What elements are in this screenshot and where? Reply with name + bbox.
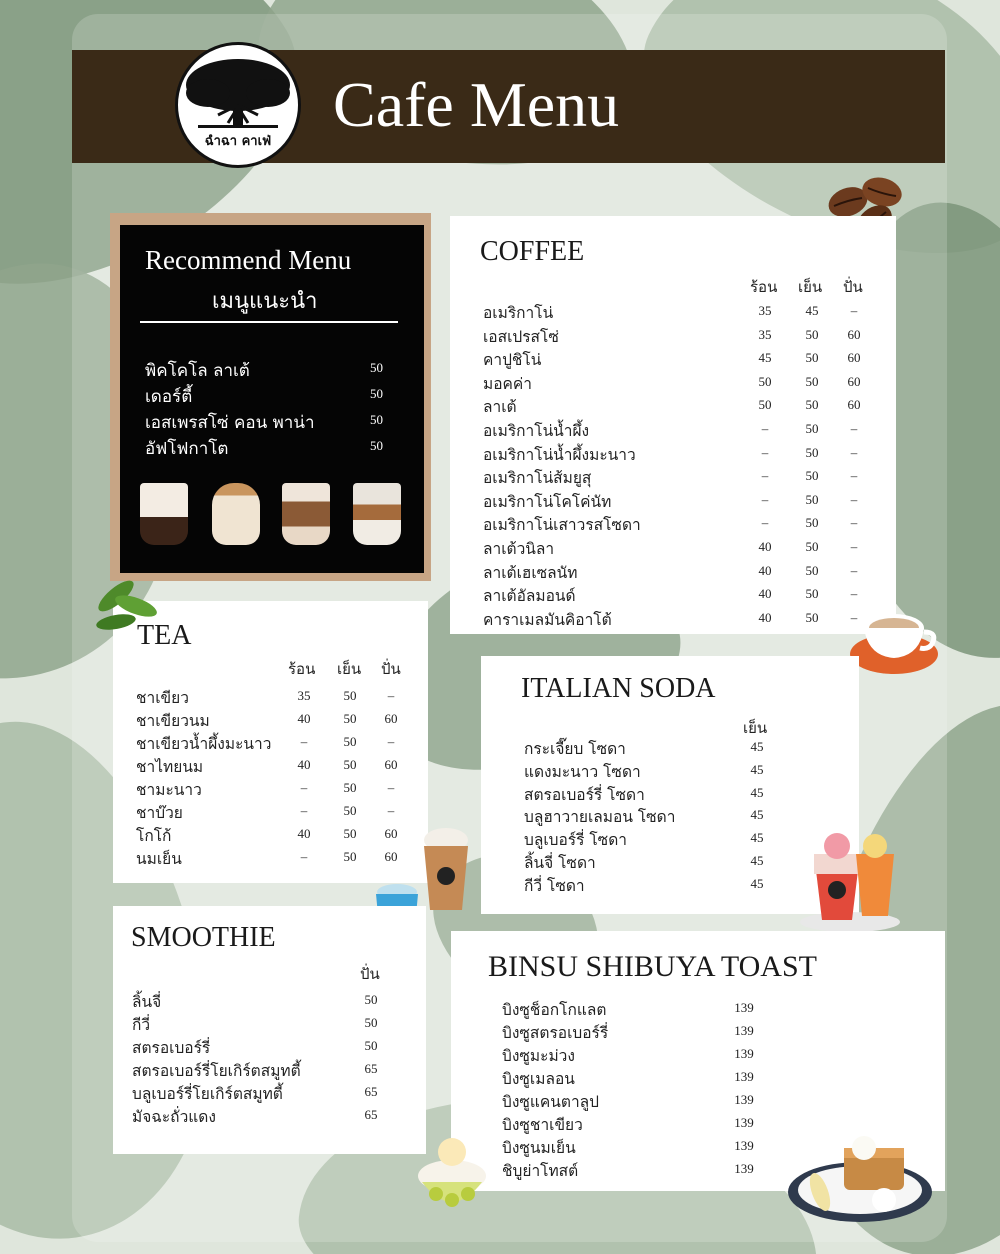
price-frappe: – — [850, 303, 858, 318]
price-iced: 50 — [805, 562, 819, 578]
item-name: นมเย็น — [136, 850, 182, 868]
header-frappe: ปั่น — [360, 965, 380, 983]
price-iced: 50 — [805, 515, 819, 531]
recommend-panel — [120, 225, 424, 573]
price-iced: 50 — [805, 539, 819, 554]
price-frappe: – — [850, 562, 858, 578]
item-price: 139 — [734, 1115, 754, 1130]
price-iced: 50 — [343, 780, 357, 795]
price-hot: 40 — [758, 539, 772, 554]
price-frappe: – — [850, 468, 858, 484]
price-frappe: – — [387, 803, 395, 818]
price-frappe: – — [850, 539, 858, 554]
price-iced: 50 — [805, 421, 819, 436]
item-name: ลาเต้ — [483, 398, 517, 417]
price-iced: 50 — [805, 444, 819, 460]
price-frappe: 60 — [384, 757, 398, 772]
price-iced: 50 — [343, 711, 357, 726]
price-hot: 40 — [758, 586, 772, 602]
item-name: เอสเปรสโซ่ — [483, 327, 559, 346]
recommend-item — [145, 435, 395, 459]
cappuccino-icon — [848, 598, 943, 678]
item-name: บลูฮาวายเลมอน โซดา — [524, 808, 676, 827]
item-name: ลาเต้วนิลา — [483, 540, 555, 558]
item-price: 45 — [750, 761, 764, 777]
item-name: สตรอเบอร์รี่โยเกิร์ตสมูทตี้ — [132, 1062, 301, 1080]
item-price: 45 — [750, 739, 764, 754]
item-name: เอสเพรสโซ่ คอน พาน่า — [145, 413, 315, 433]
item-name: ชิบูย่าโทสต์ — [502, 1162, 579, 1180]
item-name: คาราเมลมันคิอาโต้ — [483, 610, 612, 629]
price-hot: – — [761, 468, 769, 484]
price-frappe: 60 — [847, 326, 861, 342]
price-hot: 50 — [758, 373, 772, 389]
item-name: บิงซูสตรอเบอร์รี่ — [502, 1024, 609, 1042]
bingsu-icon — [414, 1132, 490, 1214]
header-hot: ร้อน — [750, 278, 778, 296]
logo-text: ฉำฉา คาเฟ่ — [204, 134, 272, 149]
shibuya-toast-icon — [786, 1130, 936, 1226]
item-name: อเมริกาโน่ส้มยูสุ — [483, 469, 592, 488]
item-name: บิงซูชาเขียว — [502, 1116, 583, 1134]
price-hot: 40 — [758, 609, 772, 625]
price-iced: 50 — [343, 734, 357, 749]
header-hot: ร้อน — [288, 660, 316, 678]
drink-photo — [140, 483, 188, 545]
header-iced: เย็น — [798, 278, 823, 296]
item-name: บลูเบอร์รี่ โซดา — [524, 831, 627, 850]
item-name: กีวี่ โซดา — [524, 876, 585, 895]
price-frappe: 60 — [384, 826, 398, 841]
item-name: ชาบ๊วย — [136, 804, 183, 822]
price-hot: 40 — [758, 562, 772, 578]
item-price: 45 — [750, 807, 764, 823]
recommend-item — [145, 383, 395, 407]
item-name: บิงซูนมเย็น — [502, 1139, 576, 1157]
price-hot: – — [761, 421, 769, 436]
price-hot: – — [761, 515, 769, 531]
price-frappe: 60 — [847, 397, 861, 413]
drink-photo — [282, 483, 330, 545]
item-name: เดอร์ตี้ — [145, 387, 193, 407]
price-hot: – — [300, 803, 308, 818]
item-name: อเมริกาโน่น้ำผึ้ง — [483, 422, 590, 440]
header-frappe: ปั่น — [381, 660, 401, 678]
price-iced: 50 — [343, 849, 357, 864]
item-name: ชามะนาว — [136, 781, 202, 799]
item-price: 50 — [370, 360, 383, 375]
item-name: มัจฉะถั่วแดง — [132, 1108, 216, 1126]
price-hot: 40 — [297, 826, 311, 841]
price-iced: 50 — [343, 688, 357, 703]
item-name: มอคค่า — [483, 374, 532, 393]
price-iced: 50 — [805, 491, 819, 507]
logo — [175, 42, 301, 168]
item-price: 65 — [364, 1107, 378, 1122]
item-price: 45 — [750, 875, 764, 891]
smoothie-title: SMOOTHIE — [131, 922, 276, 953]
recommend-item — [145, 357, 395, 381]
item-name: อัฟโฟกาโต — [145, 439, 229, 459]
price-frappe: – — [387, 688, 395, 703]
item-name: สตรอเบอร์รี่ โซดา — [524, 785, 645, 804]
item-name: ชาเขียวนม — [136, 712, 210, 730]
recommend-title: Recommend Menu — [145, 245, 352, 275]
item-price: 65 — [364, 1061, 378, 1076]
price-hot: 35 — [758, 326, 772, 342]
recommend-subtitle: เมนูแนะนำ — [212, 289, 318, 314]
item-price: 50 — [370, 386, 383, 401]
price-frappe: 60 — [847, 350, 861, 366]
item-price: 139 — [734, 1046, 754, 1061]
soda-cups-icon — [800, 832, 904, 932]
price-frappe: – — [387, 734, 395, 749]
price-iced: 50 — [805, 397, 819, 413]
item-price: 139 — [734, 1069, 754, 1084]
header-iced: เย็น — [743, 719, 768, 737]
drink-photo — [353, 483, 401, 545]
item-name: บลูเบอร์รี่โยเกิร์ตสมูทตี้ — [132, 1085, 283, 1103]
item-price: 45 — [750, 784, 764, 800]
price-frappe: – — [850, 491, 858, 507]
price-hot: 35 — [758, 303, 772, 318]
italian-soda-title: ITALIAN SODA — [521, 673, 716, 704]
price-iced: 50 — [805, 350, 819, 366]
coffee-title: COFFEE — [480, 236, 585, 267]
item-price: 65 — [364, 1084, 378, 1099]
item-price: 50 — [364, 1015, 378, 1030]
item-price: 50 — [364, 1038, 378, 1053]
tea-title: TEA — [137, 620, 192, 651]
price-hot: 45 — [758, 350, 772, 366]
item-name: ลิ้นจี่ — [132, 993, 162, 1011]
item-name: บิงซูมะม่วง — [502, 1047, 575, 1065]
item-price: 139 — [734, 1092, 754, 1107]
price-frappe: – — [850, 421, 858, 436]
binsu-title: BINSU SHIBUYA TOAST — [488, 950, 817, 983]
iced-coffee-icon — [420, 826, 472, 912]
price-hot: 40 — [297, 757, 311, 772]
item-name: ชาไทยนม — [136, 758, 204, 776]
price-frappe: – — [387, 780, 395, 795]
item-name: บิงซูแคนตาลูป — [502, 1093, 599, 1111]
item-price: 139 — [734, 1138, 754, 1153]
header-frappe: ปั่น — [843, 278, 863, 296]
item-name: อเมริกาโน่ — [483, 304, 554, 322]
price-frappe: – — [850, 515, 858, 531]
item-name: โกโก้ — [136, 827, 172, 845]
price-iced: 50 — [805, 609, 819, 625]
item-name: กีวี่ — [132, 1016, 151, 1034]
price-iced: 50 — [805, 468, 819, 484]
price-frappe: – — [850, 444, 858, 460]
price-frappe: 60 — [384, 711, 398, 726]
price-iced: 50 — [805, 373, 819, 389]
price-iced: 50 — [343, 803, 357, 818]
price-hot: 35 — [297, 688, 311, 703]
divider — [140, 321, 398, 323]
drink-photo — [212, 483, 260, 545]
recommend-item — [145, 409, 395, 433]
item-name: แดงมะนาว โซดา — [524, 762, 641, 781]
item-price: 50 — [364, 992, 378, 1007]
price-frappe: 60 — [847, 373, 861, 389]
price-hot: 50 — [758, 397, 772, 413]
item-price: 45 — [750, 830, 764, 846]
header-iced: เย็น — [337, 660, 362, 678]
price-iced: 45 — [805, 303, 819, 318]
item-name: บิงซูเมลอน — [502, 1070, 575, 1088]
price-hot: – — [300, 849, 308, 864]
price-hot: – — [300, 780, 308, 795]
price-iced: 50 — [343, 757, 357, 772]
price-hot: – — [761, 491, 769, 507]
item-name: ลาเต้อัลมอนด์ — [483, 587, 576, 606]
price-iced: 50 — [805, 586, 819, 602]
item-name: อเมริกาโน่เสาวรสโซดา — [483, 516, 641, 535]
item-name: อเมริกาโน่โคโค่นัท — [483, 492, 612, 511]
item-price: 139 — [734, 1000, 754, 1015]
item-price: 50 — [370, 412, 383, 427]
item-name: ลิ้นจี่ โซดา — [524, 854, 596, 872]
item-price: 50 — [370, 438, 383, 453]
price-frappe: 60 — [384, 849, 398, 864]
price-iced: 50 — [805, 326, 819, 342]
price-iced: 50 — [343, 826, 357, 841]
price-hot: – — [300, 734, 308, 749]
item-price: 139 — [734, 1023, 754, 1038]
item-name: คาปูชิโน่ — [483, 351, 542, 370]
item-name: พิคโคโล ลาเต้ — [145, 361, 250, 381]
item-name: อเมริกาโน่น้ำผึ้งมะนาว — [483, 445, 636, 464]
item-name: กระเจี๊ยบ โซดา — [524, 740, 626, 758]
item-price: 139 — [734, 1161, 754, 1176]
price-frappe: – — [850, 586, 858, 602]
item-name: ลาเต้เฮเซลนัท — [483, 563, 578, 582]
item-name: ชาเขียว — [136, 689, 189, 707]
price-frappe: – — [850, 609, 858, 625]
item-name: บิงซูช็อกโกแลต — [502, 1001, 607, 1019]
item-name: สตรอเบอร์รี่ — [132, 1039, 211, 1057]
item-name: ชาเขียวน้ำผึ้งมะนาว — [136, 735, 272, 753]
price-hot: 40 — [297, 711, 311, 726]
page-title: Cafe Menu — [333, 69, 620, 140]
price-hot: – — [761, 444, 769, 460]
item-price: 45 — [750, 853, 764, 868]
